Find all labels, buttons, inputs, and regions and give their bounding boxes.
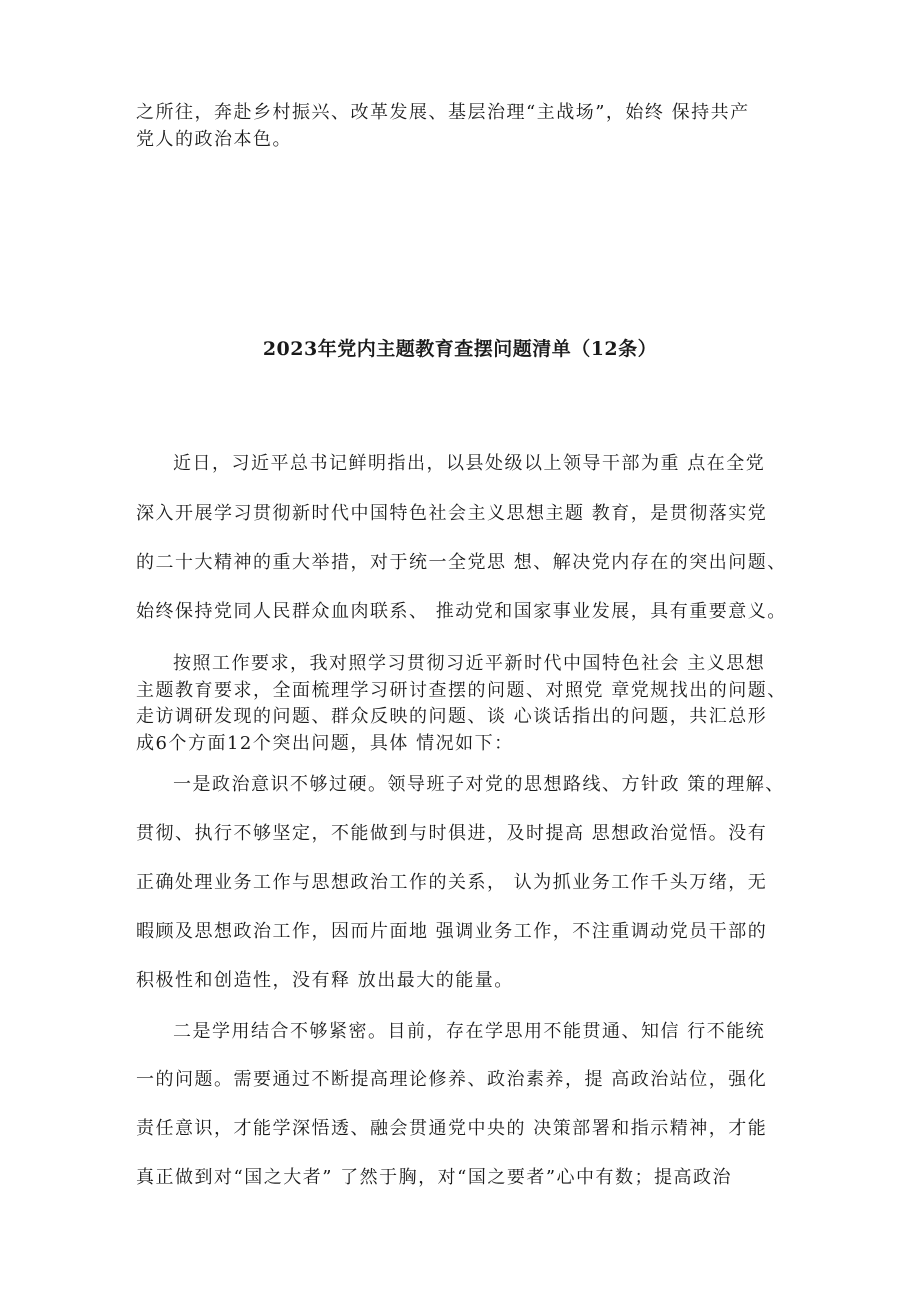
text-line: 真正做到对“国之大者” 了然于胸，对“国之要者”心中有数；提高政治 [136, 1167, 733, 1188]
text-line: 责任意识，才能学深悟透、融会贯通党中央的 决策部署和指示精神，才能 [136, 1118, 768, 1139]
text-line: 党人的政治本色。 [136, 129, 292, 150]
text-line: 深入开展学习贯彻新时代中国特色社会主义思想主题 教育，是贯彻落实党 [136, 503, 768, 524]
text-line: 按照工作要求，我对照学习贯彻习近平新时代中国特色社会 主义思想 [173, 653, 766, 674]
text-line: 正确处理业务工作与思想政治工作的关系， 认为抓业务工作千头万绪，无 [136, 872, 768, 893]
text-line: 贯彻、执行不够坚定，不能做到与时俱进，及时提高 思想政治觉悟。没有 [136, 823, 768, 844]
document-title: 2023年党内主题教育查摆问题清单（12条） [262, 338, 658, 360]
text-line: 之所往，奔赴乡村振兴、改革发展、基层治理“主战场”，始终 保持共产 [136, 102, 750, 123]
text-line: 成6个方面12个突出问题，具体 情况如下： [136, 733, 514, 754]
text-line: 的二十大精神的重大举措，对于统一全党思 想、解决党内存在的突出问题、 [136, 552, 787, 573]
text-line: 主题教育要求，全面梳理学习研讨查摆的问题、对照党 章党规找出的问题、 [136, 680, 787, 701]
text-line: 暇顾及思想政治工作，因而片面地 强调业务工作，不注重调动党员干部的 [136, 921, 768, 942]
text-line: 近日，习近平总书记鲜明指出，以县处级以上领导干部为重 点在全党 [173, 453, 766, 474]
text-line: 始终保持党同人民群众血肉联系、 推动党和国家事业发展，具有重要意义。 [136, 601, 787, 622]
text-line: 一的问题。需要通过不断提高理论修养、政治素养，提 高政治站位，强化 [136, 1069, 768, 1090]
text-line: 一是政治意识不够过硬。领导班子对党的思想路线、方针政 策的理解、 [173, 774, 785, 795]
text-line: 积极性和创造性，没有释 放出最大的能量。 [136, 970, 514, 991]
text-line: 走访调研发现的问题、群众反映的问题、谈 心谈话指出的问题，共汇总形 [136, 706, 768, 727]
text-line: 二是学用结合不够紧密。目前，存在学思用不能贯通、知信 行不能统 [173, 1021, 766, 1042]
